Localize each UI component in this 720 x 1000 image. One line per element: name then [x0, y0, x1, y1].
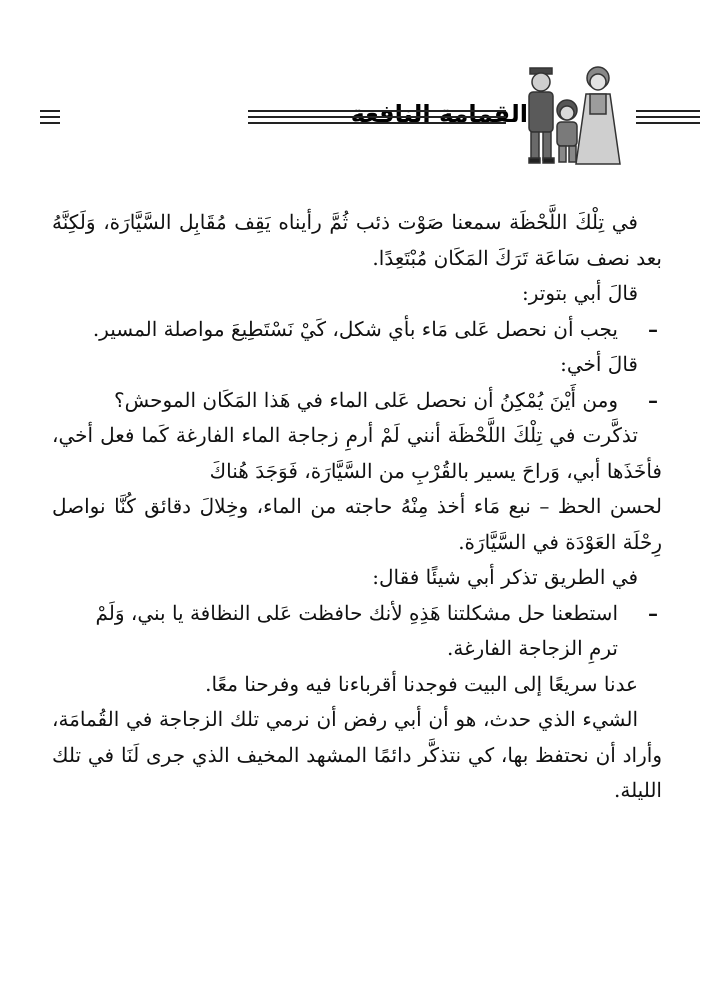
dialogue-line [52, 596, 662, 632]
dialogue-text: استطعنا حل مشكلتنا هَذِهِ لأنك حافظت عَلى النظافة يا بني، وَلَمْ [95, 600, 618, 625]
header-rule-right-3 [636, 122, 700, 124]
mother-figure [576, 67, 620, 164]
story-text [52, 205, 662, 809]
paragraph: تذكَّرت في تِلْكَ اللَّحْظَة أنني لَمْ أرمِ زجاجة الماء الفارغة كَما فعل أخي، فأخَذَها أبي، وَراحَ يسير بالقُرْبِ من السَّيَّارَة، فَوَجَدَ هُناكَ [52, 423, 662, 483]
child-figure [557, 100, 577, 162]
paragraph: قالَ أبي بتوتر: [522, 281, 638, 305]
paragraph: الشيء الذي حدث، هو أن أبي رفض أن نرمي تلك الزجاجة في القُمامَة، وأراد أن نحتفظ بها، كي نتذكَّر دائمًا المشهد المخيف الذي جرى لَنَا في تلك الليلة. [52, 707, 662, 802]
page-header [40, 60, 700, 170]
header-rule-mid-3 [248, 122, 506, 124]
header-rule-right-2 [636, 116, 700, 118]
dialogue-continuation: ترمِ الزجاجة الفارغة. [447, 636, 618, 660]
header-rule-mid-1 [248, 110, 506, 112]
header-rule-left-1 [40, 110, 60, 112]
paragraph: في تِلْكَ اللَّحْظَة سمعنا صَوْت ذئب ثُمَّ رأيناه يَقِف مُقَابِل السَّيَّارَة، وَلَكِنَّهُ بعد نصف سَاعَة تَرَكَ المَكَان مُبْتَعِدًا. [52, 210, 662, 270]
father-figure [529, 68, 554, 163]
header-rule-left-2 [40, 116, 60, 118]
header-rule-right-1 [636, 110, 700, 112]
dialogue-text: ومن أَيْنَ يُمْكِنُ أن نحصل عَلى الماء في هَذا المَكَان الموحش؟ [114, 387, 618, 412]
paragraph-text: لحسن الحظ – نبع مَاء أخذ مِنْهُ حاجته من الماء، وخِلالَ دقائق كُنَّا نواصل رِحْلَة العَوْدَة في السَّيَّارَة. [52, 494, 662, 554]
page-title: القمامة النافعة [350, 100, 528, 128]
paragraph: عدنا سريعًا إلى البيت فوجدنا أقرباءنا فيه وفرحنا معًا. [205, 671, 638, 696]
paragraph: قالَ أخي: [560, 352, 638, 376]
dash-mark: – [648, 387, 658, 412]
paragraph: في الطريق تذكر أبي شيئًا فقال: [372, 565, 638, 589]
paragraph [52, 489, 662, 560]
dash-mark: – [648, 600, 658, 625]
header-rule-mid-2 [248, 116, 506, 118]
dash-mark: – [648, 316, 658, 341]
family-illustration [510, 60, 630, 170]
header-rule-left-3 [40, 122, 60, 124]
dialogue-line [52, 312, 662, 348]
dialogue-text: يجب أن نحصل عَلى مَاء بأي شكل، كَيْ نَسْتَطِيعَ مواصلة المسير. [92, 316, 618, 341]
dialogue-line [52, 383, 662, 419]
